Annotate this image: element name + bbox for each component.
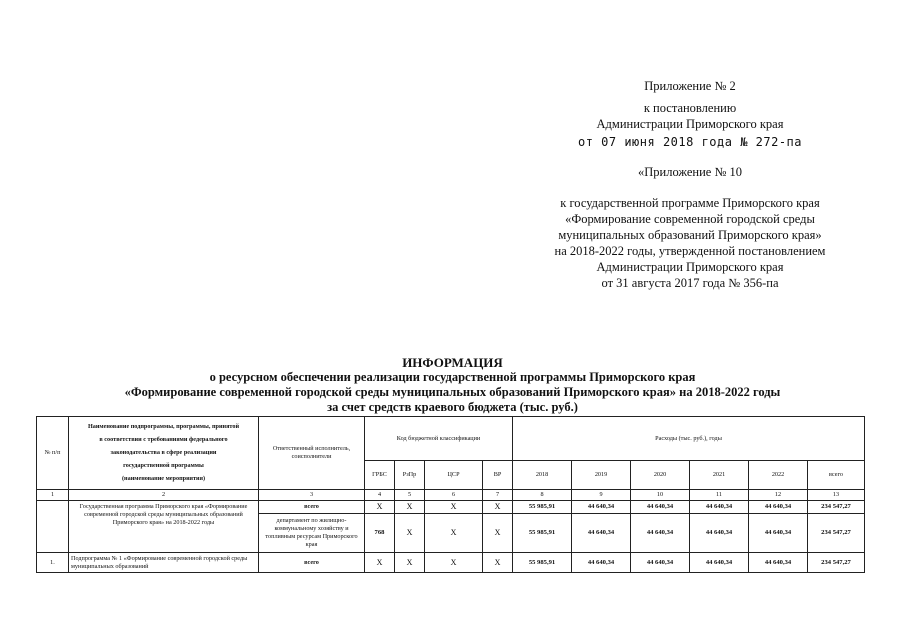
row-grbs: 768 — [365, 514, 395, 553]
resource-table — [36, 416, 865, 573]
appendix10-line: от 31 августа 2017 года № 356-па — [601, 276, 779, 290]
title-line: за счет средств краевого бюджета (тыс. руб.) — [327, 400, 578, 414]
row-2019: 44 640,34 — [572, 514, 631, 553]
row-num: 1. — [37, 553, 69, 573]
col-number: 10 — [631, 490, 690, 501]
row-2019: 44 640,34 — [572, 553, 631, 573]
row-csr: X — [425, 553, 483, 573]
row-2021: 44 640,34 — [690, 553, 749, 573]
appendix10-line: Администрации Приморского края — [596, 260, 784, 274]
row-2020: 44 640,34 — [631, 501, 690, 514]
header-vr: ВР — [483, 461, 513, 490]
col-number: 4 — [365, 490, 395, 501]
header-name-line: Наименование подпрограммы, программы, принятой — [87, 423, 240, 430]
row-2022: 44 640,34 — [749, 514, 808, 553]
header-name — [69, 417, 259, 490]
header-name-line: в соответствии с требованиями федерального — [99, 436, 228, 443]
col-number: 7 — [483, 490, 513, 501]
row-csr: X — [425, 514, 483, 553]
col-number: 3 — [259, 490, 365, 501]
col-number: 5 — [395, 490, 425, 501]
header-expenses: Расходы (тыс. руб.), годы — [513, 417, 865, 461]
col-number: 1 — [37, 490, 69, 501]
row-2018: 55 985,91 — [513, 514, 572, 553]
header-name-line: (наименование мероприятия) — [121, 475, 206, 482]
col-number: 13 — [808, 490, 865, 501]
appendix10-line: к государственной программе Приморского края — [560, 196, 820, 210]
header-2019: 2019 — [572, 461, 631, 490]
header-num: № п/п — [37, 417, 69, 490]
title-line: о ресурсном обеспечении реализации государственной программы Приморского края — [209, 370, 696, 384]
row-2021: 44 640,34 — [690, 514, 749, 553]
appendix10-number: «Приложение № 10 — [637, 165, 743, 179]
row-2020: 44 640,34 — [631, 553, 690, 573]
row-grbs: X — [365, 553, 395, 573]
header-2018: 2018 — [513, 461, 572, 490]
document-title — [0, 355, 905, 415]
row-2022: 44 640,34 — [749, 501, 808, 514]
row-responsible: департамент по жилищно-коммунальному хозяйству и топливным ресурсам Приморского края — [259, 514, 365, 553]
row-2018: 55 985,91 — [513, 553, 572, 573]
appendix10-line: «Формирование современной городской среды — [565, 212, 815, 226]
row-vr: X — [483, 553, 513, 573]
row-program-name: Государственная программа Приморского края «Формирование современной городской среды муниципальных образований Приморского края» на 2018-2022 годы — [69, 501, 259, 553]
row-csr: X — [425, 501, 483, 514]
row-rzpr: X — [395, 553, 425, 573]
column-numbers-row — [37, 490, 865, 501]
col-number: 11 — [690, 490, 749, 501]
col-number: 2 — [69, 490, 259, 501]
appendix-ref: к постановлению — [643, 101, 737, 115]
title-line: «Формирование современной городской среды муниципальных образований Приморского края» на 2018-2022 годы — [124, 385, 781, 399]
row-total: 234 547,27 — [808, 501, 865, 514]
header-name-line: законодательства в сфере реализации — [110, 449, 217, 456]
row-subprogram-name: Подпрограмма № 1 «Формирование современной городской среды муниципальных образований — [69, 553, 259, 573]
table-row — [37, 501, 865, 514]
appendix-number: Приложение № 2 — [644, 79, 736, 93]
header-budget-codes: Код бюджетной классификации — [365, 417, 513, 461]
table-header-row — [37, 417, 865, 461]
col-number: 6 — [425, 490, 483, 501]
col-number: 9 — [572, 490, 631, 501]
appendix-date: от 07 июня 2018 года № 272-па — [577, 135, 802, 149]
header-2020: 2020 — [631, 461, 690, 490]
col-number: 8 — [513, 490, 572, 501]
row-vr: X — [483, 501, 513, 514]
header-2021: 2021 — [690, 461, 749, 490]
appendix-authority: Администрации Приморского края — [596, 117, 784, 131]
appendix-block — [560, 78, 820, 150]
header-name-line: государственной программы — [123, 462, 204, 469]
row-responsible: всего — [259, 553, 365, 573]
header-grbs: ГРБС — [365, 461, 395, 490]
row-responsible: всего — [259, 501, 365, 514]
row-total: 234 547,27 — [808, 553, 865, 573]
row-2018: 55 985,91 — [513, 501, 572, 514]
appendix10-block — [540, 164, 840, 291]
row-2020: 44 640,34 — [631, 514, 690, 553]
row-2019: 44 640,34 — [572, 501, 631, 514]
header-csr: ЦСР — [425, 461, 483, 490]
header-2022: 2022 — [749, 461, 808, 490]
row-2022: 44 640,34 — [749, 553, 808, 573]
row-rzpr: X — [395, 514, 425, 553]
row-2021: 44 640,34 — [690, 501, 749, 514]
row-total: 234 547,27 — [808, 514, 865, 553]
appendix10-line: на 2018-2022 годы, утвержденной постановлением — [554, 244, 826, 258]
row-grbs: X — [365, 501, 395, 514]
col-number: 12 — [749, 490, 808, 501]
appendix10-line: муниципальных образований Приморского края» — [558, 228, 822, 242]
title-line: ИНФОРМАЦИЯ — [402, 355, 503, 370]
header-rzpr: РзПр — [395, 461, 425, 490]
row-vr: X — [483, 514, 513, 553]
header-total: всего — [808, 461, 865, 490]
header-responsible: Ответственный исполнитель, соисполнители — [259, 417, 365, 490]
row-num — [37, 501, 69, 553]
row-rzpr: X — [395, 501, 425, 514]
table-row — [37, 553, 865, 573]
